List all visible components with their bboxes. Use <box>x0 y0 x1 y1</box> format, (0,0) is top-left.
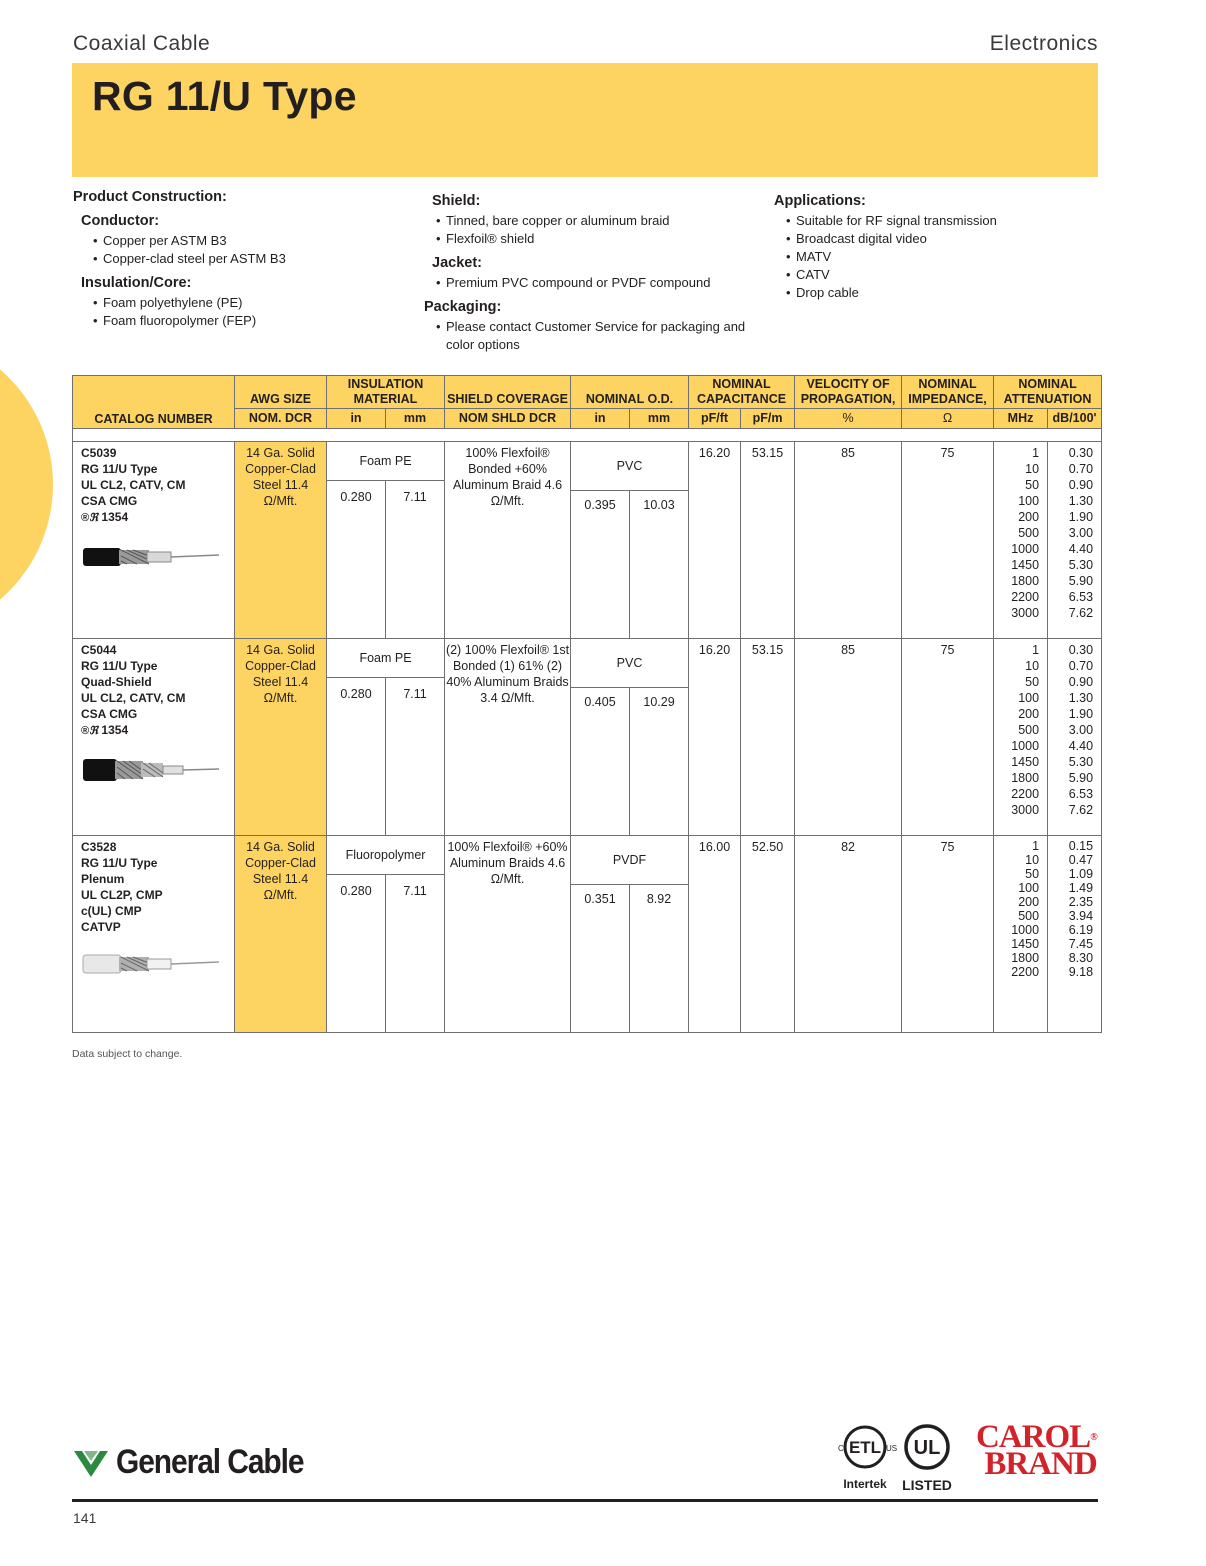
header-shield: SHIELD COVERAGE <box>445 376 571 409</box>
list-item: • Please contact Customer Service for packaging and color options <box>432 318 752 354</box>
od-mm: 8.92 <box>629 885 688 1032</box>
shield-heading: Shield: <box>432 193 481 209</box>
od-in: 0.351 <box>584 892 616 906</box>
attenuation-mhz: 1 10 50 100 200 500 1000 1450 1800 2200 <box>1011 839 1040 979</box>
ul-mark-icon: ®ℜ <box>81 512 99 524</box>
insulation-list <box>89 294 403 330</box>
decorative-circle <box>0 333 53 636</box>
insulation-in: 0.280 <box>340 884 372 898</box>
construction-column <box>73 188 403 330</box>
list-item: • Tinned, bare copper or aluminum braid <box>432 212 754 230</box>
jacket-material: PVC <box>571 442 688 491</box>
footer-divider <box>72 1499 1098 1502</box>
applications-column <box>774 192 1094 302</box>
page-number: 141 <box>73 1510 97 1526</box>
header-unit-db: dB/100' <box>1048 409 1102 429</box>
velocity-cell: 82 <box>795 836 902 1033</box>
ul-listed-icon <box>902 1422 952 1472</box>
attenuation-cell <box>994 639 1102 836</box>
impedance-cell: 75 <box>902 836 994 1033</box>
packaging-list <box>432 318 752 354</box>
insulation-material: Foam PE <box>327 639 444 678</box>
section-label: Coaxial Cable <box>73 32 211 55</box>
carol-line1: CAROL <box>976 1419 1091 1455</box>
table-row <box>73 639 1102 836</box>
header-catalog: CATALOG NUMBER <box>73 376 235 429</box>
list-item: • Foam fluoropolymer (FEP) <box>89 312 403 330</box>
catalog-desc: RG 11/U Type <box>81 856 158 870</box>
header-unit-in: in <box>571 409 630 429</box>
catalog-desc: 1354 <box>101 510 129 524</box>
cap-m-cell: 53.15 <box>741 442 795 639</box>
header-awg: AWG SIZE <box>235 376 327 409</box>
velocity-cell: 85 <box>795 442 902 639</box>
catalog-desc: UL CL2, CATV, CM <box>81 478 186 492</box>
jacket-material: PVDF <box>571 836 688 885</box>
od-cell <box>571 639 689 836</box>
list-item: • Drop cable <box>782 284 1094 302</box>
od-in: 0.395 <box>584 498 616 512</box>
cable-image <box>81 947 221 981</box>
svg-text:ETL: ETL <box>848 1438 882 1457</box>
ul-mark-icon: ®ℜ <box>81 725 99 737</box>
svg-text:US: US <box>886 1444 898 1453</box>
insulation-in: 0.280 <box>340 687 372 701</box>
carol-brand-logo <box>976 1419 1097 1482</box>
applications-list <box>782 212 1094 302</box>
header-unit-in: in <box>327 409 386 429</box>
insulation-cell <box>327 639 445 836</box>
attenuation-cell <box>994 442 1102 639</box>
catalog-number: C5044 <box>81 643 117 657</box>
carol-line2: BRAND <box>984 1446 1097 1482</box>
registered-icon: ® <box>1090 1432 1097 1443</box>
attenuation-db: 0.15 0.47 1.09 1.49 2.35 3.94 6.19 7.45 8.30 9.18 <box>1047 836 1101 1032</box>
insulation-cell <box>327 836 445 1033</box>
shield-cell: 100% Flexfoil® Bonded +60% Aluminum Braid 4.6 Ω/Mft. <box>445 442 571 639</box>
awg-cell: 14 Ga. Solid Copper-Clad Steel 11.4 Ω/Mft. <box>235 639 327 836</box>
insulation-mm: 7.11 <box>385 481 444 638</box>
list-item: • Flexfoil® shield <box>432 230 754 248</box>
catalog-desc: RG 11/U Type <box>81 462 158 476</box>
list-item: • Foam polyethylene (PE) <box>89 294 403 312</box>
conductor-heading: Conductor: <box>81 213 160 229</box>
header-unit-mhz: MHz <box>994 409 1048 429</box>
spacer-row <box>73 429 1102 442</box>
od-mm: 10.03 <box>629 491 688 638</box>
listed-label: LISTED <box>902 1477 952 1493</box>
list-item: • Copper-clad steel per ASTM B3 <box>89 250 403 268</box>
header-insulation: INSULATION MATERIAL <box>327 376 445 409</box>
list-item: • CATV <box>782 266 1094 284</box>
general-cable-wordmark: General Cable <box>116 1443 304 1481</box>
intertek-label: Intertek <box>843 1477 887 1491</box>
catalog-number: C3528 <box>81 840 117 854</box>
cap-ft-cell: 16.00 <box>689 836 741 1033</box>
header-velocity-unit: % <box>795 409 902 429</box>
construction-heading: Product Construction: <box>73 189 227 205</box>
cap-m-cell: 52.50 <box>741 836 795 1033</box>
svg-text:C: C <box>838 1444 844 1453</box>
list-item: • MATV <box>782 248 1094 266</box>
od-in: 0.405 <box>584 695 616 709</box>
catalog-desc: Plenum <box>81 872 125 886</box>
attenuation-mhz: 1 10 50 100 200 500 1000 1450 1800 2200 3000 <box>1011 446 1040 620</box>
general-cable-logo <box>72 1443 329 1482</box>
velocity-cell: 85 <box>795 639 902 836</box>
category-label: Electronics <box>989 32 1098 55</box>
page-title: RG 11/U Type <box>92 73 357 119</box>
attenuation-cell <box>994 836 1102 1033</box>
header-unit-mm: mm <box>386 409 445 429</box>
header-unit-pfm: pF/m <box>741 409 795 429</box>
ul-cert <box>902 1422 952 1493</box>
cap-ft-cell: 16.20 <box>689 639 741 836</box>
shield-cell: (2) 100% Flexfoil® 1st Bonded (1) 61% (2) 40% Aluminum Braids 3.4 Ω/Mft. <box>445 639 571 836</box>
cap-m-cell: 53.15 <box>741 639 795 836</box>
catalog-desc: CSA CMG <box>81 494 138 508</box>
shield-cell: 100% Flexfoil® +60% Aluminum Braids 4.6 Ω/Mft. <box>445 836 571 1033</box>
jacket-material: PVC <box>571 639 688 688</box>
header-unit-pfft: pF/ft <box>689 409 741 429</box>
shield-column <box>424 192 754 354</box>
catalog-desc: Quad-Shield <box>81 675 152 689</box>
catalog-cell <box>73 836 235 1033</box>
svg-text:UL: UL <box>913 1437 941 1459</box>
list-item: • Broadcast digital video <box>782 230 1094 248</box>
header-od: NOMINAL O.D. <box>571 376 689 409</box>
jacket-list <box>432 274 754 292</box>
table-row <box>73 836 1102 1033</box>
etl-cert <box>834 1422 896 1491</box>
etl-mark-icon <box>834 1422 896 1472</box>
cap-ft-cell: 16.20 <box>689 442 741 639</box>
header-impedance: NOMINAL IMPEDANCE, <box>902 376 994 409</box>
header-awg-sub: NOM. DCR <box>235 409 327 429</box>
attenuation-mhz: 1 10 50 100 200 500 1000 1450 1800 2200 3000 <box>1011 643 1040 817</box>
cable-image <box>81 753 221 787</box>
list-item: • Copper per ASTM B3 <box>89 232 403 250</box>
od-mm: 10.29 <box>629 688 688 835</box>
jacket-heading: Jacket: <box>432 255 482 271</box>
spec-table <box>72 375 1102 1033</box>
impedance-cell: 75 <box>902 442 994 639</box>
catalog-desc: c(UL) CMP <box>81 904 142 918</box>
catalog-desc: UL CL2, CATV, CM <box>81 691 186 705</box>
title-band <box>72 63 1098 177</box>
insulation-material: Fluoropolymer <box>327 836 444 875</box>
awg-cell: 14 Ga. Solid Copper-Clad Steel 11.4 Ω/Mft. <box>235 836 327 1033</box>
awg-cell: 14 Ga. Solid Copper-Clad Steel 11.4 Ω/Mft. <box>235 442 327 639</box>
shield-list <box>432 212 754 248</box>
od-cell <box>571 836 689 1033</box>
general-cable-chevron-icon <box>72 1447 110 1479</box>
catalog-desc: UL CL2P, CMP <box>81 888 163 902</box>
insulation-mm: 7.11 <box>385 875 444 1032</box>
insulation-cell <box>327 442 445 639</box>
impedance-cell: 75 <box>902 639 994 836</box>
applications-heading: Applications: <box>774 193 866 209</box>
header-attenuation: NOMINAL ATTENUATION <box>994 376 1102 409</box>
catalog-cell <box>73 639 235 836</box>
header-shield-sub: NOM SHLD DCR <box>445 409 571 429</box>
header-capacitance: NOMINAL CAPACITANCE <box>689 376 795 409</box>
insulation-heading: Insulation/Core: <box>81 275 192 291</box>
catalog-desc: CATVP <box>81 920 121 934</box>
table-row <box>73 442 1102 639</box>
header-unit-mm: mm <box>630 409 689 429</box>
insulation-mm: 7.11 <box>385 678 444 835</box>
attenuation-db: 0.30 0.70 0.90 1.30 1.90 3.00 4.40 5.30 5.90 6.53 7.62 <box>1047 442 1101 638</box>
conductor-list <box>89 232 403 268</box>
list-item: • Suitable for RF signal transmission <box>782 212 1094 230</box>
catalog-number: C5039 <box>81 446 117 460</box>
attenuation-db: 0.30 0.70 0.90 1.30 1.90 3.00 4.40 5.30 5.90 6.53 7.62 <box>1047 639 1101 835</box>
insulation-in: 0.280 <box>340 490 372 504</box>
header-impedance-unit: Ω <box>902 409 994 429</box>
list-item: • Premium PVC compound or PVDF compound <box>432 274 754 292</box>
catalog-desc: RG 11/U Type <box>81 659 158 673</box>
footnote: Data subject to change. <box>72 1048 183 1060</box>
od-cell <box>571 442 689 639</box>
packaging-heading: Packaging: <box>424 299 502 315</box>
cable-image <box>81 540 221 574</box>
catalog-desc: 1354 <box>101 723 129 737</box>
catalog-cell <box>73 442 235 639</box>
header-velocity: VELOCITY OF PROPAGATION, <box>795 376 902 409</box>
insulation-material: Foam PE <box>327 442 444 481</box>
catalog-desc: CSA CMG <box>81 707 138 721</box>
